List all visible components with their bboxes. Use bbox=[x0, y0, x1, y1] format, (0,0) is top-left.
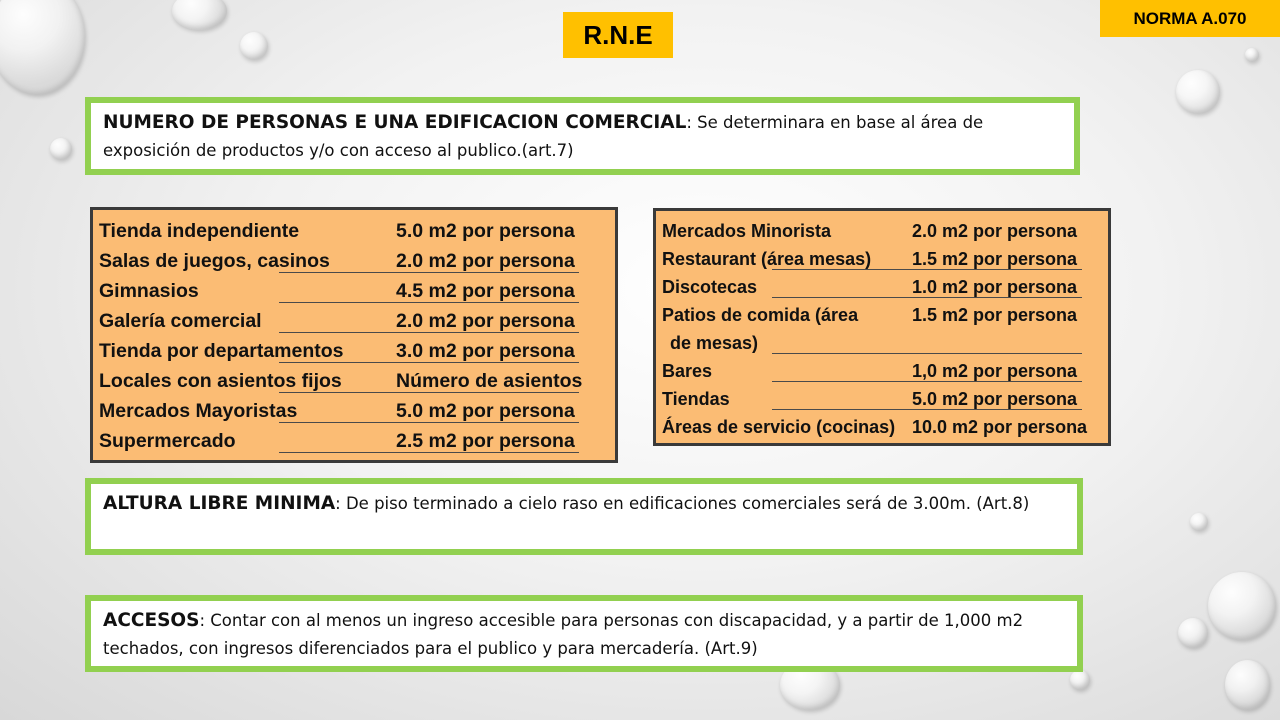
page-title: R.N.E bbox=[563, 12, 673, 58]
table-row-value: 2.5 m2 por persona bbox=[396, 430, 575, 452]
table-row-label: Tienda por departamentos bbox=[99, 340, 344, 362]
table-row-label: Supermercado bbox=[99, 430, 236, 452]
table-row bbox=[662, 273, 1102, 301]
water-drop-decoration bbox=[172, 0, 227, 30]
table-row bbox=[662, 413, 1102, 441]
table-row bbox=[99, 276, 609, 306]
table-row-label: Tiendas bbox=[662, 389, 730, 409]
table-row-label: Tienda independiente bbox=[99, 220, 300, 242]
table-row-value: 2.0 m2 por persona bbox=[396, 250, 575, 272]
table-row-label: Gimnasios bbox=[99, 280, 199, 302]
table-row-label: Bares bbox=[662, 361, 713, 381]
occupancy-text: : Se determinara en base al área de exposición de productos y/o con acceso al publico.(art.7) bbox=[103, 113, 984, 160]
table-row-label: de mesas) bbox=[670, 333, 759, 353]
water-drop-decoration bbox=[1176, 70, 1220, 114]
table-row-value: Número de asientos bbox=[396, 370, 583, 392]
table-row-label: Restaurant (área mesas) bbox=[662, 249, 872, 269]
table-row-value: 1.0 m2 por persona bbox=[912, 277, 1078, 297]
water-drop-decoration bbox=[1190, 513, 1208, 531]
table-row-value: 2.0 m2 por persona bbox=[912, 221, 1078, 241]
table-row bbox=[662, 385, 1102, 413]
table-row-value: 5.0 m2 por persona bbox=[912, 389, 1078, 409]
table-row bbox=[99, 426, 609, 456]
water-drop-decoration bbox=[1208, 572, 1276, 640]
access-heading: ACCESOS bbox=[103, 610, 200, 631]
water-drop-decoration bbox=[1178, 618, 1208, 648]
water-drop-decoration bbox=[240, 32, 268, 60]
table-row-value: 4.5 m2 por persona bbox=[396, 280, 575, 302]
access-text: : Contar con al menos un ingreso accesible para personas con discapacidad, y a partir de 1,000 m2 techados, con ingresos diferenciados para el publico y para mercadería. (Art.9) bbox=[103, 611, 1024, 658]
table-row-label: Locales con asientos fijos bbox=[99, 370, 342, 392]
row-rule bbox=[772, 353, 1082, 354]
table-row bbox=[662, 357, 1102, 385]
access-box bbox=[85, 595, 1083, 672]
min-height-box bbox=[85, 478, 1083, 555]
water-drop-decoration bbox=[1225, 660, 1270, 710]
table-row-value: 2.0 m2 por persona bbox=[396, 310, 575, 332]
table-row-value: 1.5 m2 por persona bbox=[912, 305, 1078, 325]
table-row bbox=[99, 216, 609, 246]
table-row bbox=[99, 306, 609, 336]
water-drop-decoration bbox=[0, 0, 85, 95]
water-drop-decoration bbox=[50, 138, 72, 160]
table-row-label: Áreas de servicio (cocinas) bbox=[662, 417, 896, 437]
norma-badge: NORMA A.070 bbox=[1100, 0, 1280, 37]
table-row bbox=[662, 329, 1102, 357]
table-row-value: 10.0 m2 por persona bbox=[912, 417, 1088, 437]
water-drop-decoration bbox=[1070, 670, 1090, 690]
table-row bbox=[99, 246, 609, 276]
table-row bbox=[99, 366, 609, 396]
table-row-value: 3.0 m2 por persona bbox=[396, 340, 575, 362]
table-row-label: Discotecas bbox=[662, 277, 758, 297]
table-row bbox=[99, 336, 609, 366]
occupancy-heading: NUMERO DE PERSONAS E UNA EDIFICACION COMERCIAL bbox=[103, 112, 687, 133]
table-row-value: 1,0 m2 por persona bbox=[912, 361, 1078, 381]
table-row bbox=[99, 396, 609, 426]
table-row bbox=[662, 217, 1102, 245]
table-row-value: 5.0 m2 por persona bbox=[396, 220, 575, 242]
table-row bbox=[662, 245, 1102, 273]
occupancy-box bbox=[85, 97, 1080, 175]
table-row-label: Galería comercial bbox=[99, 310, 262, 332]
table-row-value: 1.5 m2 por persona bbox=[912, 249, 1078, 269]
occupancy-table-left bbox=[90, 207, 618, 463]
table-row-value: 5.0 m2 por persona bbox=[396, 400, 575, 422]
table-row-label: Mercados Minorista bbox=[662, 221, 832, 241]
table-row bbox=[662, 301, 1102, 329]
table-row-label: Patios de comida (área bbox=[662, 305, 859, 325]
water-drop-decoration bbox=[1245, 48, 1259, 62]
table-row-label: Salas de juegos, casinos bbox=[99, 250, 330, 272]
occupancy-table-right bbox=[653, 208, 1111, 446]
table-row-label: Mercados Mayoristas bbox=[99, 400, 298, 422]
min-height-heading: ALTURA LIBRE MINIMA bbox=[103, 493, 336, 514]
min-height-text: : De piso terminado a cielo raso en edificaciones comerciales será de 3.00m. (Art.8) bbox=[335, 494, 1030, 513]
